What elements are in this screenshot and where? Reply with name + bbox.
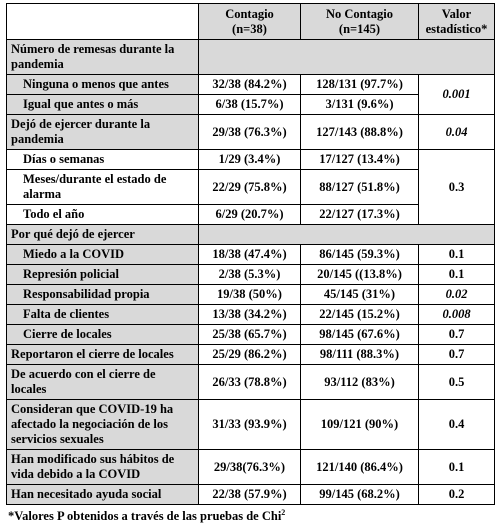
header-no-contagio-n: (n=145) [338,21,381,36]
row-label: De acuerdo con el cierre de locales [7,365,199,400]
table-row [7,225,495,245]
row-label: Represión policial [7,265,199,285]
row-label: Han modificado sus hábitos de vida debido a la COVID [7,450,199,485]
cell-contagio: 22/29 (75.8%) [199,170,301,205]
table-row [7,400,495,450]
cell-no-contagio: 109/121 (90%) [301,400,419,450]
cell-p-value: 0.02 [419,285,495,305]
cell-p-value: 0.04 [419,115,495,150]
cell-contagio: 6/29 (20.7%) [199,205,301,225]
cell-no-contagio: 22/127 (17.3%) [301,205,419,225]
table-row [7,265,495,285]
cell-contagio: 32/38 (84.2%) [199,75,301,95]
cell-contagio: 13/38 (34.2%) [199,305,301,325]
row-label: Número de remesas durante la pandemia [7,40,199,75]
header-no-contagio [301,4,419,40]
header-contagio-label: Contagio [225,6,274,21]
table-row [7,40,495,75]
cell-contagio: 22/38 (57.9%) [199,485,301,505]
row-label: Todo el año [7,205,199,225]
cell-contagio: 29/38 (76.3%) [199,115,301,150]
cell-no-contagio: 3/131 (9.6%) [301,95,419,115]
table-row [7,150,495,170]
row-label: Consideran que COVID-19 ha afectado la negociación de los servicios sexuales [7,400,199,450]
table-row [7,325,495,345]
cell-p-value: 0.5 [419,365,495,400]
row-label: Falta de clientes [7,305,199,325]
cell-contagio: 25/29 (86.2%) [199,345,301,365]
row-label: Reportaron el cierre de locales [7,345,199,365]
table-row [7,485,495,505]
header-blank [7,4,199,40]
table-row [7,450,495,485]
header-contagio [199,4,301,40]
cell-p-value: 0.1 [419,265,495,285]
cell-no-contagio: 121/140 (86.4%) [301,450,419,485]
cell-no-contagio: 22/145 (15.2%) [301,305,419,325]
cell-no-contagio: 98/111 (88.3%) [301,345,419,365]
cell-p-value: 0.001 [419,75,495,115]
cell-no-contagio: 98/145 (67.6%) [301,325,419,345]
cell-p-value: 0.4 [419,400,495,450]
cell-contagio: 25/38 (65.7%) [199,325,301,345]
header-row [7,4,495,40]
results-table-container [6,3,494,524]
cell-p-value: 0.008 [419,305,495,325]
cell-no-contagio: 86/145 (59.3%) [301,245,419,265]
cell-contagio: 31/33 (93.9%) [199,400,301,450]
footnote [6,508,494,524]
cell-contagio: 29/38(76.3%) [199,450,301,485]
row-label: Han necesitado ayuda social [7,485,199,505]
section-filler [199,225,495,245]
row-label: Miedo a la COVID [7,245,199,265]
header-no-contagio-label: No Contagio [325,6,394,21]
cell-p-value: 0.1 [419,450,495,485]
row-label: Dejó de ejercer durante la pandemia [7,115,199,150]
cell-p-value: 0.7 [419,345,495,365]
header-valor [419,4,495,40]
table-row [7,115,495,150]
cell-contagio: 2/38 (5.3%) [199,265,301,285]
row-label: Igual que antes o más [7,95,199,115]
cell-no-contagio: 128/131 (97.7%) [301,75,419,95]
row-label: Días o semanas [7,150,199,170]
table-row [7,245,495,265]
cell-no-contagio: 45/145 (31%) [301,285,419,305]
cell-p-value: 0.2 [419,485,495,505]
table-row [7,285,495,305]
cell-no-contagio: 99/145 (68.2%) [301,485,419,505]
table-row [7,365,495,400]
table-row [7,345,495,365]
row-label: Meses/durante el estado de alarma [7,170,199,205]
footnote-text: *Valores P obtenidos a través de las pruebas de Chi [8,509,282,524]
cell-p-value: 0.1 [419,245,495,265]
cell-no-contagio: 20/145 ((13.8%) [301,265,419,285]
footnote-superscript: 2 [281,508,286,517]
header-valor-sub: estadístico* [425,21,488,36]
header-valor-label: Valor [441,6,472,21]
row-label: Cierre de locales [7,325,199,345]
cell-contagio: 1/29 (3.4%) [199,150,301,170]
table-row [7,75,495,95]
row-label: Responsabilidad propia [7,285,199,305]
row-label: Ninguna o menos que antes [7,75,199,95]
cell-contagio: 6/38 (15.7%) [199,95,301,115]
cell-p-value: 0.3 [419,150,495,225]
cell-no-contagio: 127/143 (88.8%) [301,115,419,150]
header-contagio-n: (n=38) [232,21,267,36]
cell-no-contagio: 88/127 (51.8%) [301,170,419,205]
section-filler [199,40,495,75]
results-table [6,3,495,505]
cell-p-value: 0.7 [419,325,495,345]
cell-no-contagio: 17/127 (13.4%) [301,150,419,170]
row-label: Por qué dejó de ejercer [7,225,199,245]
cell-contagio: 18/38 (47.4%) [199,245,301,265]
cell-contagio: 26/33 (78.8%) [199,365,301,400]
table-row [7,305,495,325]
cell-no-contagio: 93/112 (83%) [301,365,419,400]
cell-contagio: 19/38 (50%) [199,285,301,305]
